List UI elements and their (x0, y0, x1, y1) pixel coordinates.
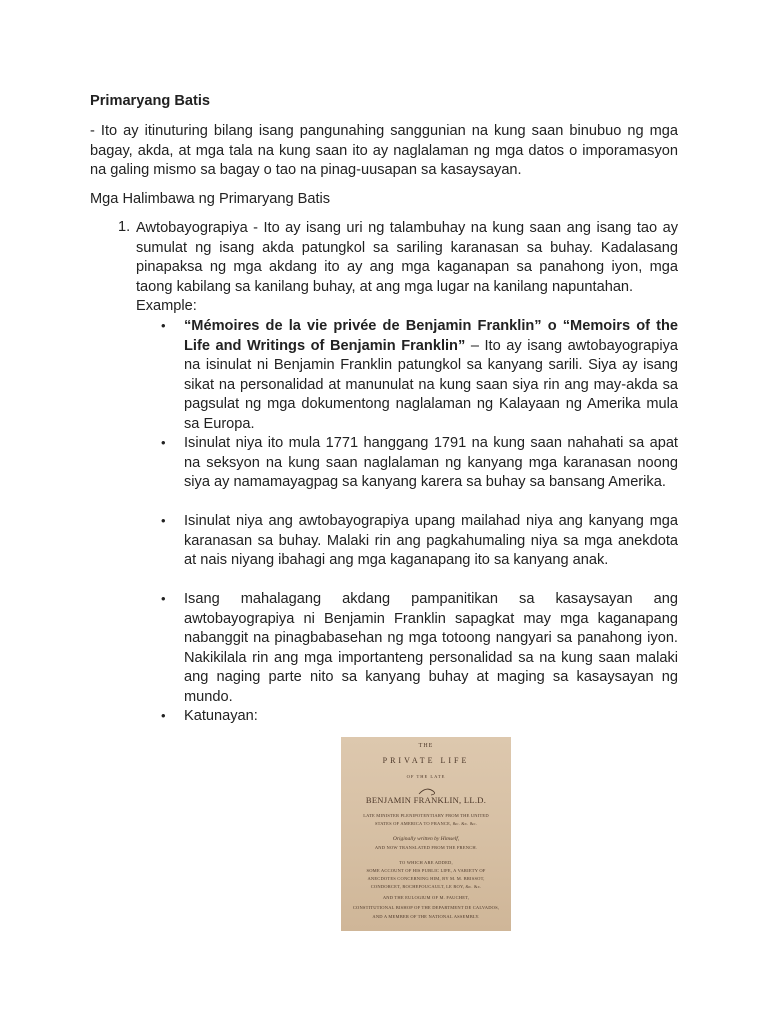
definition-paragraph: - Ito ay itinuturing bilang isang pangunahing sanggunian na kung saan binubuo ng mga bagay, akda, at mga tala na kung saan ito ay naglalaman ng mga datos o imporamasyon na galing mismo sa bagay o tao na pinag-uusapan sa kasaysayan. (90, 123, 678, 178)
fig-line: CONDORCET, ROCHEFOUCAULT, LE ROY, &c. &c. (370, 884, 482, 889)
heading-primaryang-batis: Primaryang Batis (90, 93, 211, 109)
fig-line: SOME ACCOUNT OF HIS PUBLIC LIFE, A VARIETY OF (366, 868, 486, 873)
fig-line: AND A MEMBER OF THE NATIONAL ASSEMBLY. (372, 914, 480, 919)
fig-line: OF THE LATE (406, 774, 446, 779)
list-item-awtobayograpiya (136, 219, 678, 317)
list-number: 1. (118, 219, 131, 235)
bullet-marker: • (161, 435, 166, 450)
bullet-item-mahalaga: Isang mahalagang akdang pampanitikan sa kasaysayan ang awtobayograpiya ni Benjamin Franklin sapagkat may mga kaganapang nabanggit na pinagbabasehan ng mga totoong nangyari sa panahong iyon. Nakikilala rin ang mga importanteng personalidad sa na kung saan malaki ang naging parte nito sa kanyang buhay at maging sa kasaysayan ng mundo. (184, 591, 678, 705)
bullet-item-memoirs (184, 317, 678, 434)
franklin-title-page-image (341, 737, 511, 931)
list-item-text: Awtobayograpiya - Ito ay isang uri ng talambuhay na kung saan ang isang tao ay sumulat ng isang akda patungkol sa sariling karanasan sa buhay. Kadalasang pinapaksa ng mga akdang ito ay ang mga kaganapan sa panahong iyon, mga taong kabilang sa kanilang buhay, at ang mga lugar na kanilang napuntahan. (136, 220, 678, 295)
bullet-item-katunayan: Katunayan: (184, 708, 258, 724)
bullet-item-isinulat: Isinulat niya ang awtobayograpiya upang mailahad niya ang kanyang mga karanasan sa buhay. Malaki rin ang pagkahumaling niya sa mga anekdota at nais niyang ibahagi ang mga kaganapang ito sa kanyang anak. (184, 513, 678, 568)
fig-line: Originally written by Himself, (392, 836, 460, 842)
bullet-marker: • (161, 591, 166, 606)
fig-line: TO WHICH ARE ADDED, (399, 860, 453, 865)
bullet-text: – Ito ay isang awtobayograpiya na isinulat ni Benjamin Franklin patungkol sa kanyang sarili. Siya ay isang sikat na personalidad at manunulat na kung saan siya rin ang may-akda sa pagsulat ng mga dokumentong naglalaman ng Kalayaan ng Amerika mula sa Europa. (184, 337, 678, 432)
fig-line: PRIVATE LIFE (382, 756, 470, 765)
fig-line: AND NOW TRANSLATED FROM THE FRENCH. (374, 845, 478, 850)
fig-line: CONSTITUTIONAL BISHOP OF THE DEPARTMENT DE CALVADOS, (352, 905, 500, 910)
book-title: “Mémoires de la vie privée de Benjamin Franklin” o “Memoirs of the Life and Writings of Benjamin Franklin” (184, 318, 678, 354)
bullet-item-1771: Isinulat niya ito mula 1771 hanggang 1791 na kung saan nahahati sa apat na seksyon na kung saan naglalaman ng kanyang mga karanasan noong siya ay namamayagpag sa kanyang karera sa buhay sa bansang Amerika. (184, 435, 678, 490)
fig-line: STATES OF AMERICA TO FRANCE, &c. &c. &c. (374, 821, 478, 826)
example-label: Example: (136, 298, 197, 314)
bullet-marker: • (161, 708, 166, 723)
fig-line: BENJAMIN FRANKLIN, LL.D. (365, 795, 487, 805)
fig-line: THE (418, 743, 434, 749)
fig-line: LATE MINISTER PLENIPOTENTIARY FROM THE UNITED (363, 813, 489, 818)
bullet-marker: • (161, 318, 166, 333)
fig-line: AND THE EULOGIUM OF M. FAUCHET, (382, 895, 470, 900)
examples-subheading: Mga Halimbawa ng Primaryang Batis (90, 191, 331, 207)
fig-line: ANECDOTES CONCERNING HIM, BY M. M. BRISSOT, (367, 876, 485, 881)
bullet-marker: • (161, 513, 166, 528)
